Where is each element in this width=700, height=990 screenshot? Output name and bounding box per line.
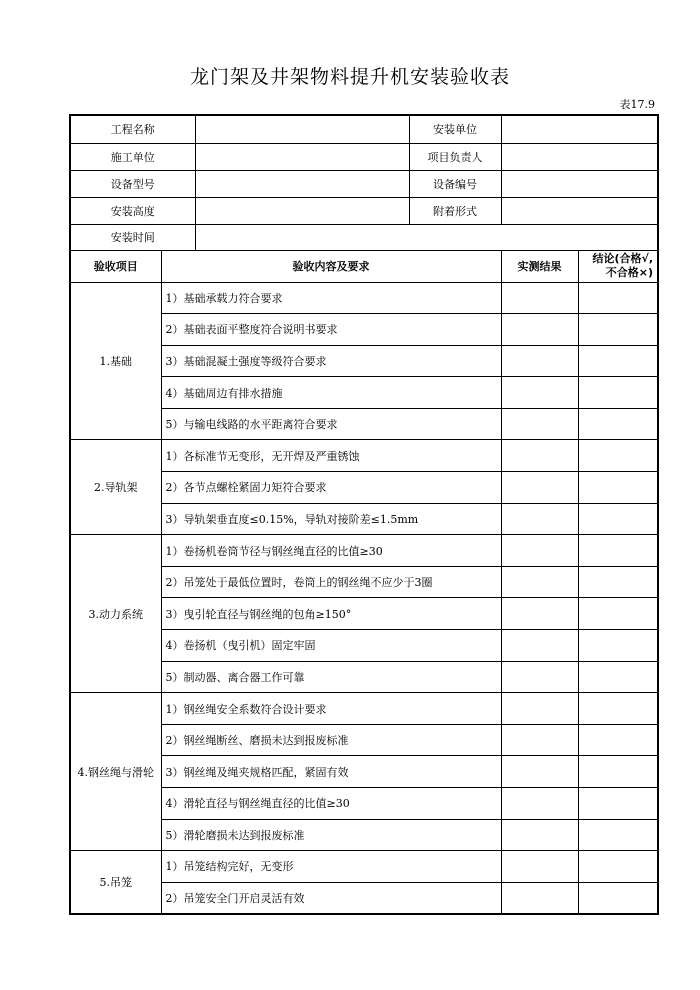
checklist-row: [70, 535, 658, 567]
info-row: [70, 115, 658, 143]
conclusion-cell[interactable]: [578, 566, 658, 598]
measured-result-cell[interactable]: [501, 314, 578, 346]
conclusion-header: [578, 250, 658, 282]
project-name-label: 工程名称: [70, 115, 195, 143]
measured-result-cell[interactable]: [501, 282, 578, 314]
measured-result-cell[interactable]: [501, 503, 578, 535]
conclusion-cell[interactable]: [578, 882, 658, 914]
measured-result-cell[interactable]: [501, 566, 578, 598]
info-row: [70, 170, 658, 197]
conclusion-cell[interactable]: [578, 408, 658, 440]
conclusion-cell[interactable]: [578, 661, 658, 693]
conclusion-cell[interactable]: [578, 503, 658, 535]
measured-result-cell[interactable]: [501, 535, 578, 567]
conclusion-cell[interactable]: [578, 535, 658, 567]
acceptance-table: [69, 114, 659, 915]
group-name: 3.动力系统: [70, 535, 161, 693]
group-name: 4.钢丝绳与滑轮: [70, 693, 161, 851]
requirement-text: 3）曳引轮直径与钢丝绳的包角≥150°: [161, 598, 501, 630]
equipment-model-value[interactable]: [195, 170, 409, 197]
checklist-row: [70, 851, 658, 883]
requirement-text: 5）与输电线路的水平距离符合要求: [161, 408, 501, 440]
requirement-text: 5）滑轮磨损未达到报废标准: [161, 819, 501, 851]
requirement-text: 2）吊笼安全门开启灵活有效: [161, 882, 501, 914]
conclusion-cell[interactable]: [578, 819, 658, 851]
measured-result-cell[interactable]: [501, 693, 578, 725]
header-row: [70, 250, 658, 282]
conclusion-cell[interactable]: [578, 314, 658, 346]
requirement-text: 1）吊笼结构完好，无变形: [161, 851, 501, 883]
requirement-text: 1）各标准节无变形，无开焊及严重锈蚀: [161, 440, 501, 472]
conclusion-cell[interactable]: [578, 472, 658, 504]
measured-result-cell[interactable]: [501, 472, 578, 504]
conclusion-header-line1: 结论(合格√,: [592, 252, 653, 265]
measured-result-cell[interactable]: [501, 788, 578, 820]
requirement-text: 2）吊笼处于最低位置时，卷筒上的钢丝绳不应少于3圈: [161, 566, 501, 598]
install-unit-value[interactable]: [501, 115, 658, 143]
requirement-text: 5）制动器、离合器工作可靠: [161, 661, 501, 693]
measured-result-cell[interactable]: [501, 819, 578, 851]
checklist-row: [70, 440, 658, 472]
result-header: 实测结果: [501, 250, 578, 282]
checklist-row: [70, 282, 658, 314]
page-title: 龙门架及井架物料提升机安装验收表: [189, 66, 510, 88]
measured-result-cell[interactable]: [501, 882, 578, 914]
table-body: [70, 115, 658, 914]
conclusion-cell[interactable]: [578, 598, 658, 630]
project-leader-value[interactable]: [501, 143, 658, 170]
conclusion-cell[interactable]: [578, 788, 658, 820]
equipment-number-value[interactable]: [501, 170, 658, 197]
measured-result-cell[interactable]: [501, 630, 578, 662]
construction-unit-label: 施工单位: [70, 143, 195, 170]
group-name: 5.吊笼: [70, 851, 161, 914]
requirement-text: 1）钢丝绳安全系数符合设计要求: [161, 693, 501, 725]
info-row: [70, 143, 658, 170]
measured-result-cell[interactable]: [501, 598, 578, 630]
requirement-text: 4）基础周边有排水措施: [161, 377, 501, 409]
group-name: 2.导轨架: [70, 440, 161, 535]
item-header: 验收项目: [70, 250, 161, 282]
measured-result-cell[interactable]: [501, 724, 578, 756]
checklist-row: [70, 693, 658, 725]
requirement-text: 2）基础表面平整度符合说明书要求: [161, 314, 501, 346]
info-row: [70, 197, 658, 224]
conclusion-cell[interactable]: [578, 851, 658, 883]
requirement-text: 1）基础承载力符合要求: [161, 282, 501, 314]
measured-result-cell[interactable]: [501, 661, 578, 693]
measured-result-cell[interactable]: [501, 377, 578, 409]
equipment-number-label: 设备编号: [409, 170, 501, 197]
conclusion-header-line2: 不合格×): [605, 266, 653, 279]
attachment-form-value[interactable]: [501, 197, 658, 224]
info-row: [70, 224, 658, 250]
conclusion-cell[interactable]: [578, 756, 658, 788]
requirement-text: 4）滑轮直径与钢丝绳直径的比值≥30: [161, 788, 501, 820]
project-name-value[interactable]: [195, 115, 409, 143]
install-time-label: 安装时间: [70, 224, 195, 250]
install-height-label: 安装高度: [70, 197, 195, 224]
group-name: 1.基础: [70, 282, 161, 440]
measured-result-cell[interactable]: [501, 440, 578, 472]
requirement-text: 2）钢丝绳断丝、磨损未达到报废标准: [161, 724, 501, 756]
construction-unit-value[interactable]: [195, 143, 409, 170]
measured-result-cell[interactable]: [501, 345, 578, 377]
install-time-value[interactable]: [195, 224, 658, 250]
measured-result-cell[interactable]: [501, 756, 578, 788]
equipment-model-label: 设备型号: [70, 170, 195, 197]
requirement-text: 3）导轨架垂直度≤0.15%，导轨对接阶差≤1.5mm: [161, 503, 501, 535]
requirement-text: 1）卷扬机卷筒节径与钢丝绳直径的比值≥30: [161, 535, 501, 567]
conclusion-cell[interactable]: [578, 377, 658, 409]
install-height-value[interactable]: [195, 197, 409, 224]
table-number: 表17.9: [619, 98, 655, 111]
measured-result-cell[interactable]: [501, 408, 578, 440]
measured-result-cell[interactable]: [501, 851, 578, 883]
conclusion-cell[interactable]: [578, 724, 658, 756]
requirement-text: 3）基础混凝土强度等级符合要求: [161, 345, 501, 377]
requirement-text: 3）钢丝绳及绳夹规格匹配，紧固有效: [161, 756, 501, 788]
conclusion-cell[interactable]: [578, 630, 658, 662]
install-unit-label: 安装单位: [409, 115, 501, 143]
requirement-text: 2）各节点螺栓紧固力矩符合要求: [161, 472, 501, 504]
conclusion-cell[interactable]: [578, 345, 658, 377]
conclusion-cell[interactable]: [578, 693, 658, 725]
project-leader-label: 项目负责人: [409, 143, 501, 170]
requirement-text: 4）卷扬机（曳引机）固定牢固: [161, 630, 501, 662]
content-header: 验收内容及要求: [161, 250, 501, 282]
conclusion-cell[interactable]: [578, 440, 658, 472]
attachment-form-label: 附着形式: [409, 197, 501, 224]
conclusion-cell[interactable]: [578, 282, 658, 314]
